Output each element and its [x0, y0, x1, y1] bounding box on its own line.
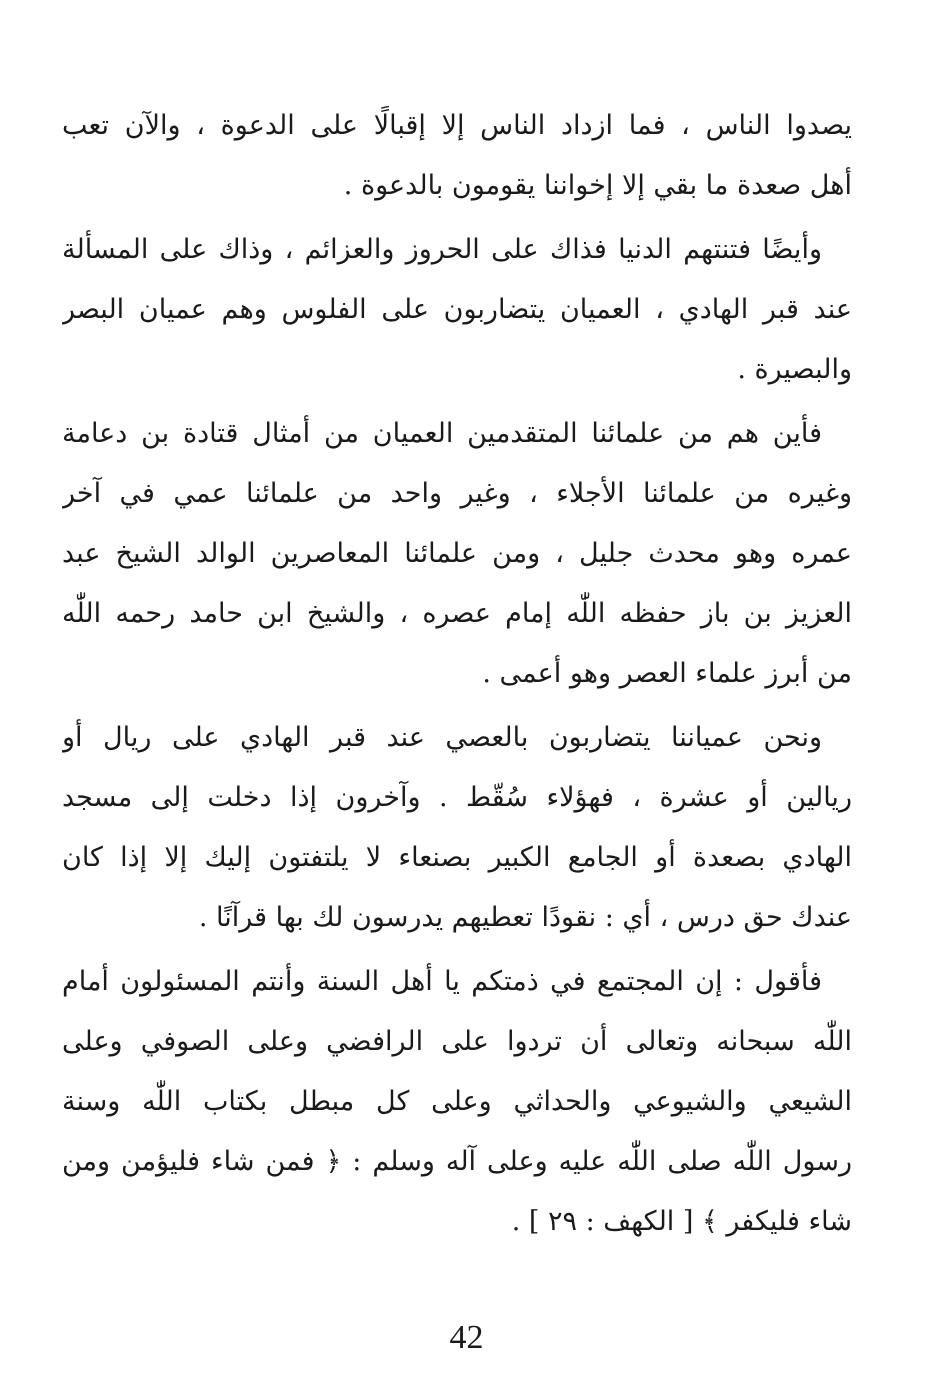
- text-line: يصدوا الناس ، فما ازداد الناس إلا إقبالًا على الدعوة ، والآن تعب: [62, 110, 852, 141]
- paragraph-3: [62, 404, 852, 704]
- text-line: ريالين أو عشرة ، فهؤلاء سُقّط . وآخرون إذا دخلت إلى مسجد: [62, 782, 852, 813]
- paragraph-2: [62, 220, 852, 400]
- text-line: من أبرز علماء العصر وهو أعمى .: [482, 658, 852, 689]
- text-line: وغيره من علمائنا الأجلاء ، وغير واحد من علمائنا عمي في آخر: [62, 478, 852, 509]
- text-line: رسول اللّٰه صلى اللّٰه عليه وعلى آله وسلم : ﴿ فمن شاء فليؤمن ومن: [62, 1146, 852, 1177]
- text-line: فأقول : إن المجتمع في ذمتكم يا أهل السنة وأنتم المسئولون أمام: [62, 966, 822, 997]
- text-line: عند قبر الهادي ، العميان يتضاربون على الفلوس وهم عميان البصر: [62, 294, 852, 325]
- text-line: العزيز بن باز حفظه اللّٰه إمام عصره ، والشيخ ابن حامد رحمه اللّٰه: [62, 598, 852, 629]
- text-line: أهل صعدة ما بقي إلا إخواننا يقومون بالدعوة .: [343, 170, 852, 201]
- paragraph-5: [62, 952, 852, 1252]
- body-text: [62, 96, 852, 1256]
- text-line: الشيعي والشيوعي والحداثي وعلى كل مبطل بكتاب اللّٰه وسنة: [62, 1086, 852, 1117]
- text-line: ونحن عمياننا يتضاربون بالعصي عند قبر الهادي على ريال أو: [62, 722, 822, 753]
- text-line: عندك حق درس ، أي : نقودًا تعطيهم يدرسون لك بها قرآنًا .: [198, 902, 852, 933]
- text-line: شاء فليكفر ﴾ [ الكهف : ٢٩ ] .: [511, 1206, 852, 1237]
- text-line: فأين هم من علمائنا المتقدمين العميان من أمثال قتادة بن دعامة: [62, 418, 822, 449]
- text-line: والبصيرة .: [737, 354, 852, 385]
- paragraph-1: [62, 96, 852, 216]
- text-line: عمره وهو محدث جليل ، ومن علمائنا المعاصرين الوالد الشيخ عبد: [62, 538, 852, 569]
- page-number: 42: [449, 1319, 484, 1356]
- text-line: اللّٰه سبحانه وتعالى أن تردوا على الرافضي وعلى الصوفي وعلى: [62, 1026, 852, 1057]
- text-line: الهادي بصعدة أو الجامع الكبير بصنعاء لا يلتفتون إليك إلا إذا كان: [62, 842, 852, 873]
- text-line: وأيضًا فتنتهم الدنيا فذاك على الحروز والعزائم ، وذاك على المسألة: [62, 234, 822, 265]
- paragraph-4: [62, 708, 852, 948]
